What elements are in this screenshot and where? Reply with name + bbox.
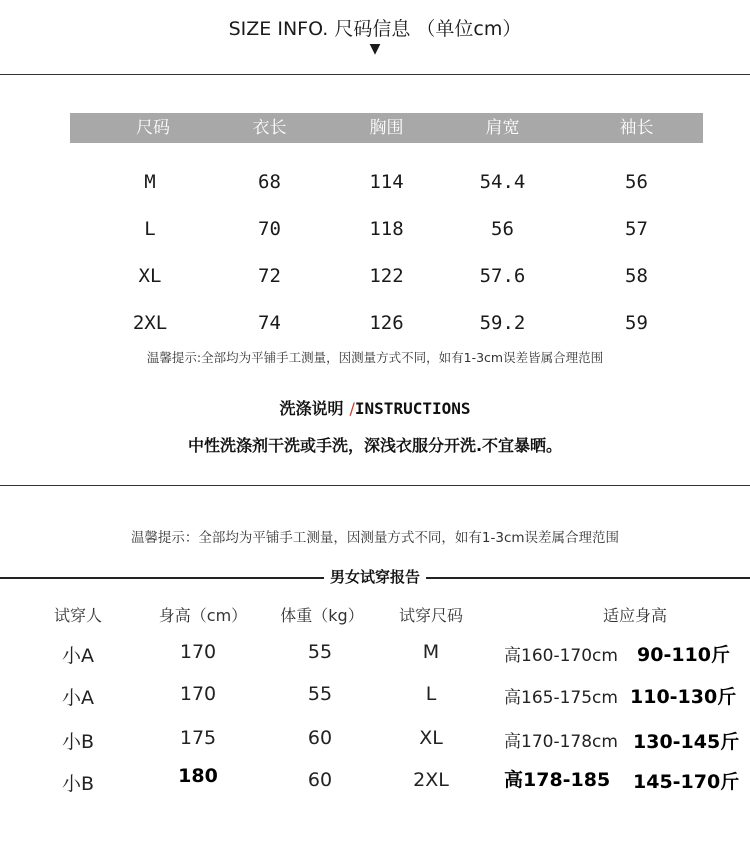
cell-shoulder: 59.2 bbox=[479, 312, 526, 334]
report-range: 高165-175cm bbox=[504, 688, 618, 708]
report-size: XL bbox=[419, 727, 443, 749]
divider bbox=[0, 74, 750, 75]
divider bbox=[0, 485, 750, 486]
slash-separator: / bbox=[349, 399, 355, 418]
cell-length: 72 bbox=[258, 265, 281, 287]
header-size: 尺码 bbox=[136, 118, 170, 138]
cell-shoulder: 56 bbox=[491, 218, 514, 240]
report-header-person: 试穿人 bbox=[53, 606, 102, 625]
header-chest: 胸围 bbox=[369, 118, 404, 138]
cell-size: 2XL bbox=[132, 312, 168, 334]
cell-sleeve: 56 bbox=[625, 171, 648, 193]
report-height: 170 bbox=[179, 683, 217, 705]
size-row bbox=[70, 261, 703, 291]
cell-shoulder: 54.4 bbox=[479, 171, 526, 193]
report-jin: 130-145斤 bbox=[633, 731, 740, 753]
size-row bbox=[70, 308, 703, 338]
report-header-range: 适应身高 bbox=[602, 606, 667, 625]
cell-size: M bbox=[144, 171, 156, 193]
report-person: 小A bbox=[62, 645, 94, 667]
header-shoulder: 肩宽 bbox=[485, 118, 520, 138]
report-jin: 110-130斤 bbox=[630, 686, 737, 708]
report-height: 180 bbox=[178, 765, 218, 787]
report-header-weight: 体重（kg） bbox=[280, 606, 364, 625]
size-row bbox=[70, 214, 703, 244]
cell-size: L bbox=[144, 218, 156, 240]
report-header-size: 试穿尺码 bbox=[398, 606, 463, 625]
report-jin: 145-170斤 bbox=[633, 771, 740, 793]
wash-text: 中性洗涤剂干洗或手洗，深浅衣服分开洗.不宜暴晒。 bbox=[187, 436, 563, 455]
report-person: 小B bbox=[61, 773, 95, 795]
report-height: 170 bbox=[179, 641, 217, 663]
cell-chest: 118 bbox=[369, 218, 404, 240]
cell-length: 68 bbox=[258, 171, 281, 193]
cell-shoulder: 57.6 bbox=[479, 265, 526, 287]
report-weight: 55 bbox=[307, 641, 333, 663]
report-size: M bbox=[422, 641, 440, 663]
report-person: 小A bbox=[62, 687, 94, 709]
report-person: 小B bbox=[61, 731, 95, 753]
report-weight: 60 bbox=[307, 769, 333, 791]
cell-chest: 126 bbox=[369, 312, 404, 334]
report-size: 2XL bbox=[413, 769, 449, 791]
bottom-note: 温馨提示：全部均为平铺手工测量，因测量方式不同，如有1-3cm误差属合理范围 bbox=[130, 530, 620, 546]
wash-title bbox=[0, 396, 750, 419]
report-range: 高160-170cm bbox=[504, 646, 618, 666]
cell-sleeve: 59 bbox=[625, 312, 648, 334]
report-weight: 60 bbox=[307, 727, 333, 749]
report-range: 高178-185 bbox=[504, 769, 611, 791]
size-row bbox=[70, 167, 703, 197]
cell-sleeve: 58 bbox=[625, 265, 648, 287]
cell-sleeve: 57 bbox=[625, 218, 648, 240]
size-info-title: SIZE INFO. 尺码信息 （单位cm） bbox=[228, 18, 522, 40]
header-sleeve: 袖长 bbox=[619, 118, 654, 138]
report-jin: 90-110斤 bbox=[637, 644, 730, 666]
report-title: 男女试穿报告 bbox=[324, 568, 426, 586]
report-weight: 55 bbox=[307, 683, 333, 705]
down-arrow-icon: ▼ bbox=[369, 41, 381, 57]
cell-length: 74 bbox=[258, 312, 281, 334]
report-title-wrap bbox=[0, 566, 750, 587]
wash-title-en: INSTRUCTIONS bbox=[354, 399, 471, 418]
size-note: 温馨提示:全部均为平铺手工测量，因测量方式不同，如有1-3cm误差皆属合理范围 bbox=[146, 350, 604, 365]
report-height: 175 bbox=[179, 727, 217, 749]
report-header-height: 身高（cm） bbox=[158, 606, 248, 625]
cell-chest: 114 bbox=[369, 171, 404, 193]
wash-title-cn: 洗涤说明 bbox=[279, 399, 344, 418]
cell-size: XL bbox=[138, 265, 162, 287]
header-length: 衣长 bbox=[252, 118, 287, 138]
size-table-header bbox=[70, 113, 703, 143]
cell-length: 70 bbox=[258, 218, 281, 240]
cell-chest: 122 bbox=[369, 265, 404, 287]
report-size: L bbox=[425, 683, 437, 705]
report-range: 高170-178cm bbox=[504, 732, 618, 752]
